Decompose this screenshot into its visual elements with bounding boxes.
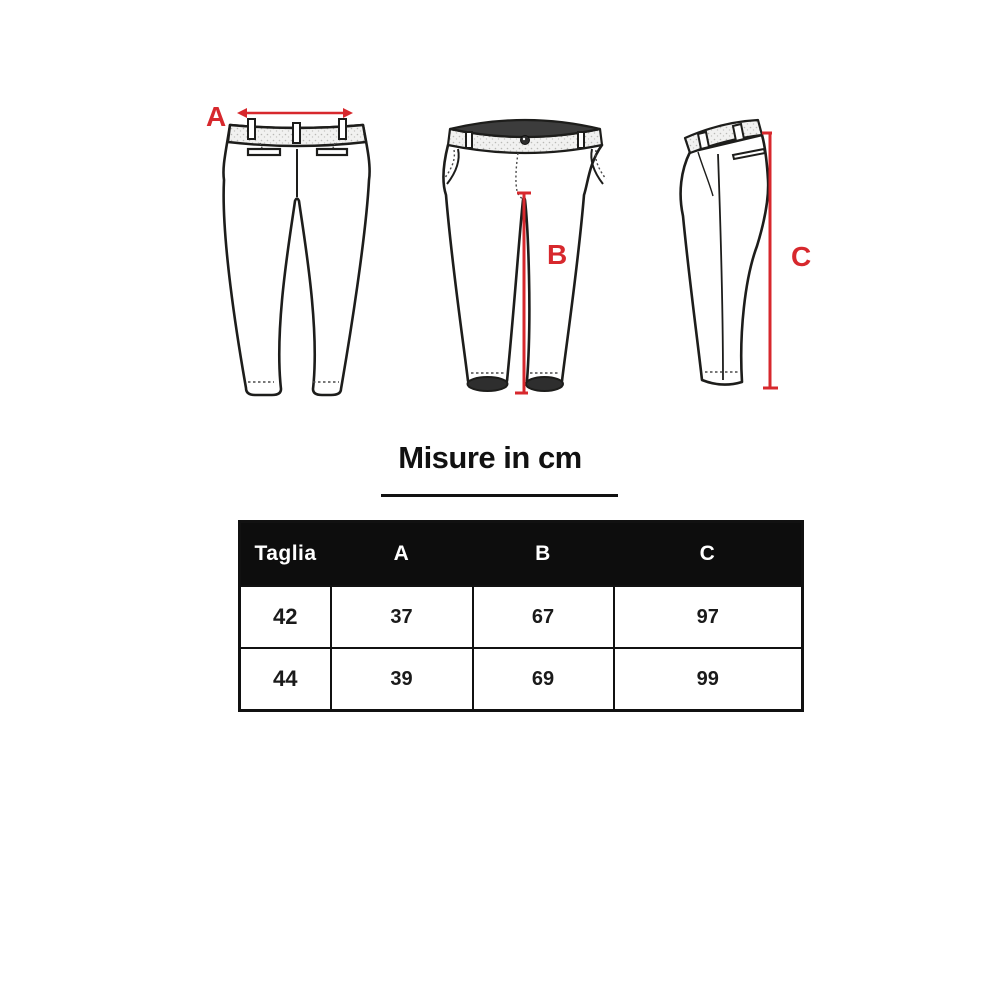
cell-taglia-42: 42 bbox=[240, 586, 331, 648]
side-pants-silhouette bbox=[681, 135, 769, 385]
pants-front-view-illustration bbox=[440, 105, 610, 405]
size-table-container bbox=[238, 520, 804, 712]
header-taglia: Taglia bbox=[240, 522, 331, 587]
waist-button bbox=[521, 136, 530, 145]
label-a: A bbox=[206, 101, 227, 132]
header-a: A bbox=[331, 522, 473, 587]
cell-42-c: 97 bbox=[614, 586, 803, 648]
title-underline bbox=[381, 494, 618, 497]
label-b: B bbox=[547, 239, 568, 270]
size-row-42 bbox=[240, 586, 803, 648]
size-table bbox=[238, 520, 804, 712]
size-table-header-row bbox=[240, 522, 803, 587]
cell-44-a: 39 bbox=[331, 648, 473, 711]
measurement-arrow-a bbox=[237, 108, 353, 118]
cell-42-b: 67 bbox=[473, 586, 614, 648]
cell-taglia-44: 44 bbox=[240, 648, 331, 711]
pants-back-view-illustration bbox=[200, 85, 375, 415]
page-title: Misure in cm bbox=[398, 440, 582, 475]
label-c: C bbox=[791, 241, 812, 272]
cell-42-a: 37 bbox=[331, 586, 473, 648]
header-b: B bbox=[473, 522, 614, 587]
header-c: C bbox=[614, 522, 803, 587]
waist-button-highlight bbox=[523, 138, 525, 140]
size-row-44 bbox=[240, 648, 803, 711]
cell-44-b: 69 bbox=[473, 648, 614, 711]
cell-44-c: 99 bbox=[614, 648, 803, 711]
front-hem-cuffs bbox=[468, 377, 564, 391]
